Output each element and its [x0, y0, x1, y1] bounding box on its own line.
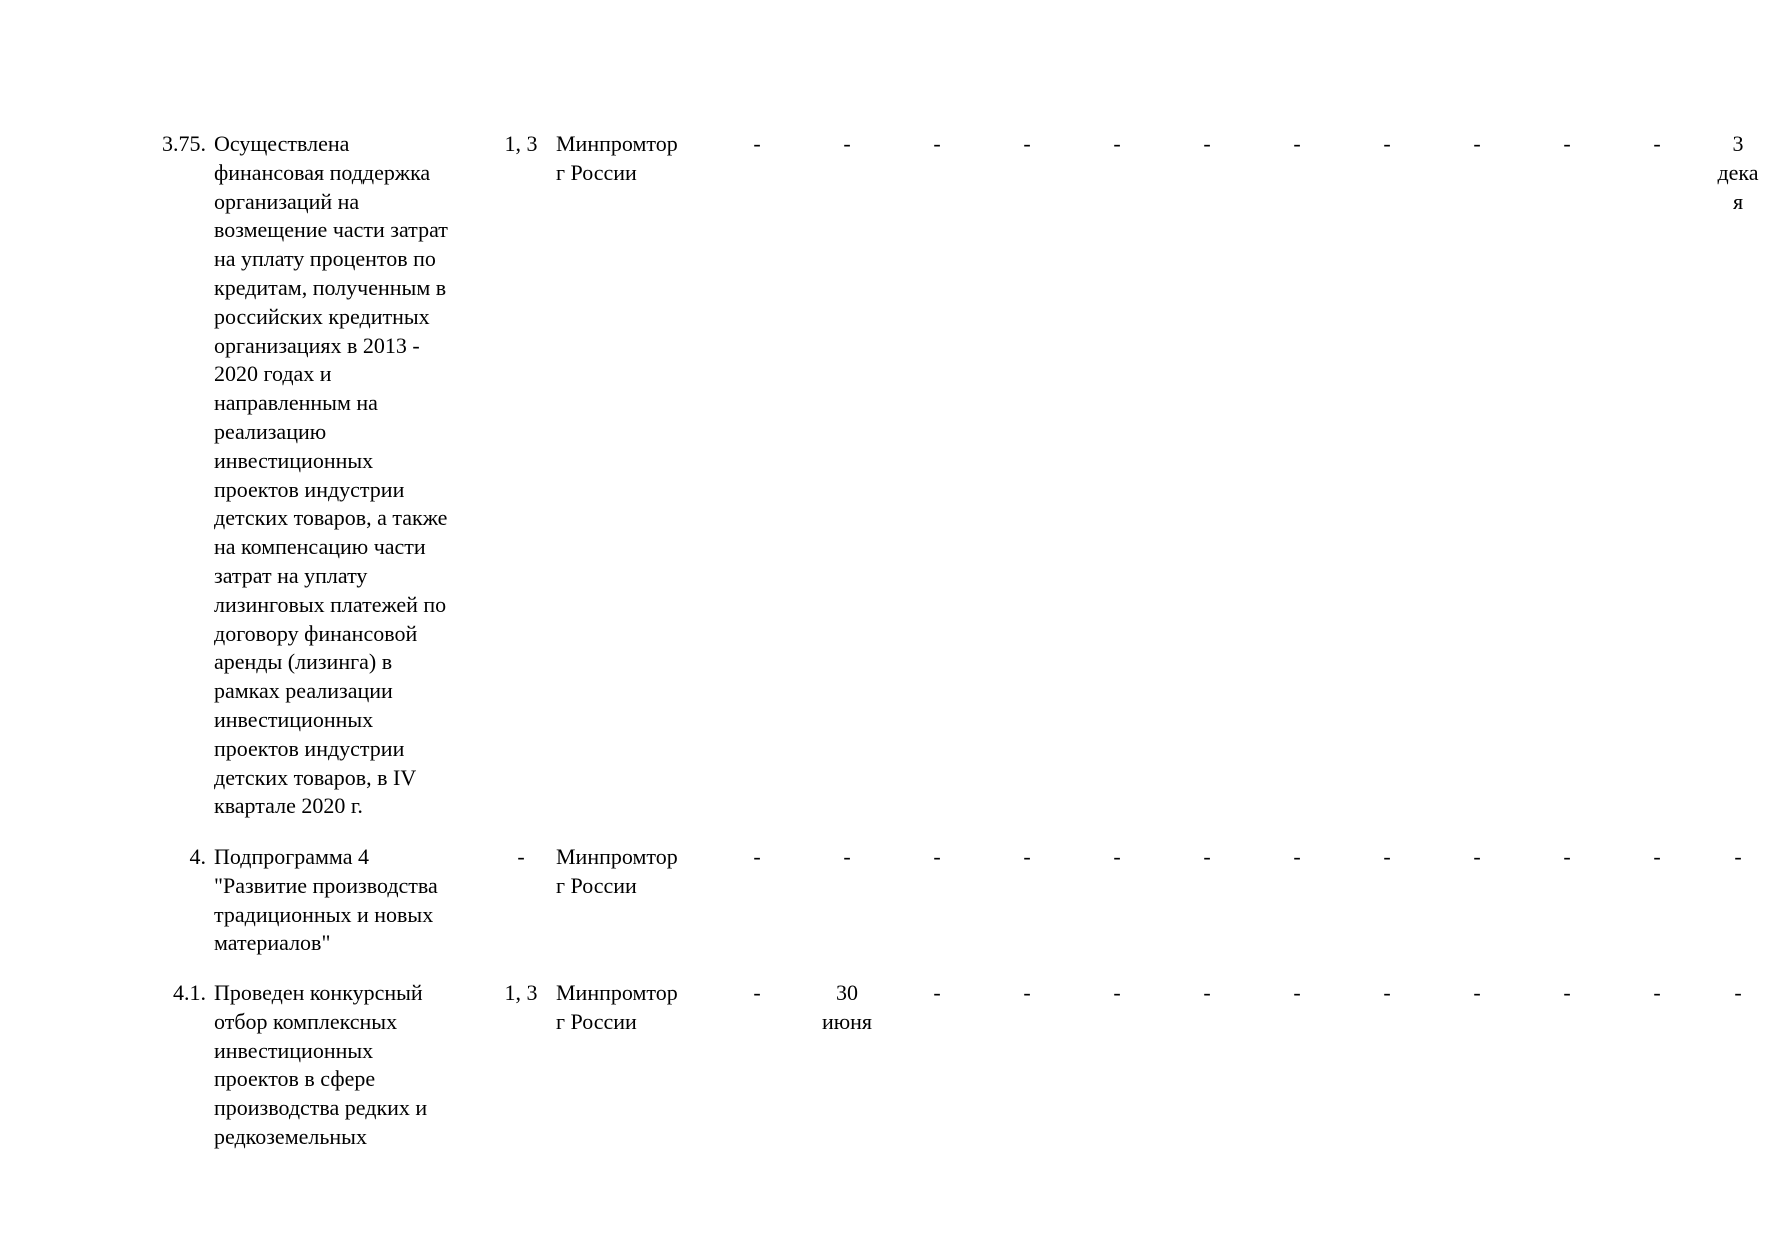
- period-cell-line: -: [843, 131, 851, 156]
- period-cell: [897, 843, 977, 872]
- period-cell: [1257, 843, 1337, 872]
- period-cell-line: -: [1563, 131, 1571, 156]
- row-name-line: Проведен конкурсный: [214, 980, 423, 1005]
- period-cell-line: -: [1203, 980, 1211, 1005]
- deadline-line: -: [1734, 844, 1742, 869]
- period-cell: [1167, 130, 1247, 159]
- period-cell-line: -: [753, 980, 761, 1005]
- deadline-cell: [1708, 130, 1768, 216]
- period-cell-line: -: [843, 844, 851, 869]
- goal-reference: -: [517, 844, 525, 869]
- executor-line: Минпромтор: [556, 844, 678, 869]
- deadline-cell: [1708, 979, 1768, 1008]
- period-cell-line: -: [933, 131, 941, 156]
- row-name-line: на компенсацию части: [214, 534, 426, 560]
- row-name: [214, 843, 494, 958]
- period-cell-line: -: [1383, 844, 1391, 869]
- row-name: [214, 979, 494, 1152]
- row-name-line: инвестиционных: [214, 706, 374, 732]
- period-cell-line: -: [1293, 980, 1301, 1005]
- period-cell: [1347, 130, 1427, 159]
- period-cell-line: -: [1563, 980, 1571, 1005]
- period-cell: [807, 979, 887, 1037]
- period-cell: [1527, 130, 1607, 159]
- row-name-line: Подпрограмма 4: [214, 844, 369, 869]
- period-cell: [1167, 843, 1247, 872]
- row-name-line: аренды (лизинга) в: [214, 649, 393, 675]
- row-name-line: отбор комплексных: [214, 1008, 398, 1034]
- deadline-line: я: [1732, 188, 1744, 214]
- row-name-line: материалов": [214, 930, 331, 956]
- row-name-line: традиционных и новых: [214, 901, 434, 927]
- row-name-line: кредитам, полученным в: [214, 274, 447, 300]
- row-name-line: 2020 годах и: [214, 361, 332, 387]
- period-cell: [987, 979, 1067, 1008]
- period-cell-line: -: [1023, 980, 1031, 1005]
- period-cell-line: -: [1383, 131, 1391, 156]
- row-name-line: инвестиционных: [214, 1037, 374, 1063]
- row-name-line: проектов в сфере: [214, 1066, 376, 1092]
- period-cell-line: -: [1113, 980, 1121, 1005]
- deadline-line: 3: [1732, 131, 1744, 156]
- period-cell-line: -: [1203, 844, 1211, 869]
- row-name-line: рамках реализации: [214, 678, 393, 704]
- row-name-line: затрат на уплату: [214, 562, 368, 588]
- period-cell-line: -: [1653, 844, 1661, 869]
- period-cell: [1527, 843, 1607, 872]
- executor: [556, 130, 716, 188]
- period-cell-line: -: [1203, 131, 1211, 156]
- row-name-line: инвестиционных: [214, 447, 374, 473]
- period-cell-line: -: [1113, 844, 1121, 869]
- period-cell: [1077, 130, 1157, 159]
- executor-line: Минпромтор: [556, 131, 678, 156]
- period-cell: [717, 130, 797, 159]
- period-cell-line: -: [1653, 131, 1661, 156]
- period-cell: [1077, 843, 1157, 872]
- row-number: 3.75.: [162, 131, 206, 156]
- period-cell: [1257, 979, 1337, 1008]
- period-cell: [1167, 979, 1247, 1008]
- period-cell: [1617, 979, 1697, 1008]
- row-name-line: детских товаров, а также: [214, 505, 448, 531]
- deadline-line: -: [1734, 980, 1742, 1005]
- row-number: 4.: [189, 844, 206, 869]
- period-cell: [807, 130, 887, 159]
- row-name-line: лизинговых платежей по: [214, 591, 447, 617]
- period-cell-line: -: [753, 131, 761, 156]
- row-name-line: на уплату процентов по: [214, 246, 436, 272]
- goal-reference: 1, 3: [504, 131, 538, 156]
- period-cell-line: 30: [836, 980, 858, 1005]
- executor: [556, 979, 716, 1037]
- executor-line: г России: [556, 1008, 637, 1034]
- row-name-line: финансовая поддержка: [214, 159, 431, 185]
- period-cell: [1347, 979, 1427, 1008]
- executor-line: Минпромтор: [556, 980, 678, 1005]
- row-name-line: российских кредитных: [214, 303, 430, 329]
- period-cell: [1617, 130, 1697, 159]
- executor-line: г России: [556, 159, 637, 185]
- period-cell-line: -: [1023, 131, 1031, 156]
- period-cell: [987, 843, 1067, 872]
- row-name-line: организаций на: [214, 188, 360, 214]
- row-name-line: проектов индустрии: [214, 735, 405, 761]
- period-cell-line: -: [1023, 844, 1031, 869]
- executor-line: г России: [556, 872, 637, 898]
- row-number: 4.1.: [173, 980, 206, 1005]
- period-cell-line: -: [1653, 980, 1661, 1005]
- period-cell: [807, 843, 887, 872]
- period-cell: [717, 979, 797, 1008]
- period-cell-line: -: [1293, 844, 1301, 869]
- period-cell-line: -: [1473, 980, 1481, 1005]
- row-name-line: квартале 2020 г.: [214, 793, 363, 819]
- period-cell-line: июня: [821, 1008, 873, 1034]
- period-cell: [897, 130, 977, 159]
- period-cell-line: -: [1563, 844, 1571, 869]
- deadline-cell: [1708, 843, 1768, 872]
- row-name-line: проектов индустрии: [214, 476, 405, 502]
- period-cell: [1347, 843, 1427, 872]
- period-cell-line: -: [1473, 844, 1481, 869]
- period-cell: [1437, 979, 1517, 1008]
- period-cell: [897, 979, 977, 1008]
- executor: [556, 843, 716, 901]
- row-name-line: детских товаров, в IV: [214, 764, 417, 790]
- goal-reference: 1, 3: [504, 980, 538, 1005]
- period-cell-line: -: [933, 980, 941, 1005]
- row-name: [214, 130, 494, 821]
- period-cell: [1437, 130, 1517, 159]
- period-cell: [1437, 843, 1517, 872]
- row-name-line: редкоземельных: [214, 1123, 367, 1149]
- period-cell-line: -: [933, 844, 941, 869]
- period-cell-line: -: [1113, 131, 1121, 156]
- period-cell: [1257, 130, 1337, 159]
- period-cell: [987, 130, 1067, 159]
- row-name-line: организациях в 2013 -: [214, 332, 420, 358]
- row-name-line: направленным на: [214, 390, 378, 416]
- row-name-line: возмещение части затрат: [214, 217, 448, 243]
- period-cell: [1617, 843, 1697, 872]
- deadline-line: дека: [1717, 159, 1759, 185]
- row-name-line: производства редких и: [214, 1095, 428, 1121]
- row-name-line: договору финансовой: [214, 620, 418, 646]
- period-cell: [1527, 979, 1607, 1008]
- period-cell-line: -: [1293, 131, 1301, 156]
- row-name-line: реализацию: [214, 418, 327, 444]
- period-cell: [1077, 979, 1157, 1008]
- period-cell-line: -: [753, 844, 761, 869]
- row-name-line: Осуществлена: [214, 131, 350, 156]
- period-cell-line: -: [1383, 980, 1391, 1005]
- period-cell: [717, 843, 797, 872]
- row-name-line: "Развитие производства: [214, 872, 438, 898]
- period-cell-line: -: [1473, 131, 1481, 156]
